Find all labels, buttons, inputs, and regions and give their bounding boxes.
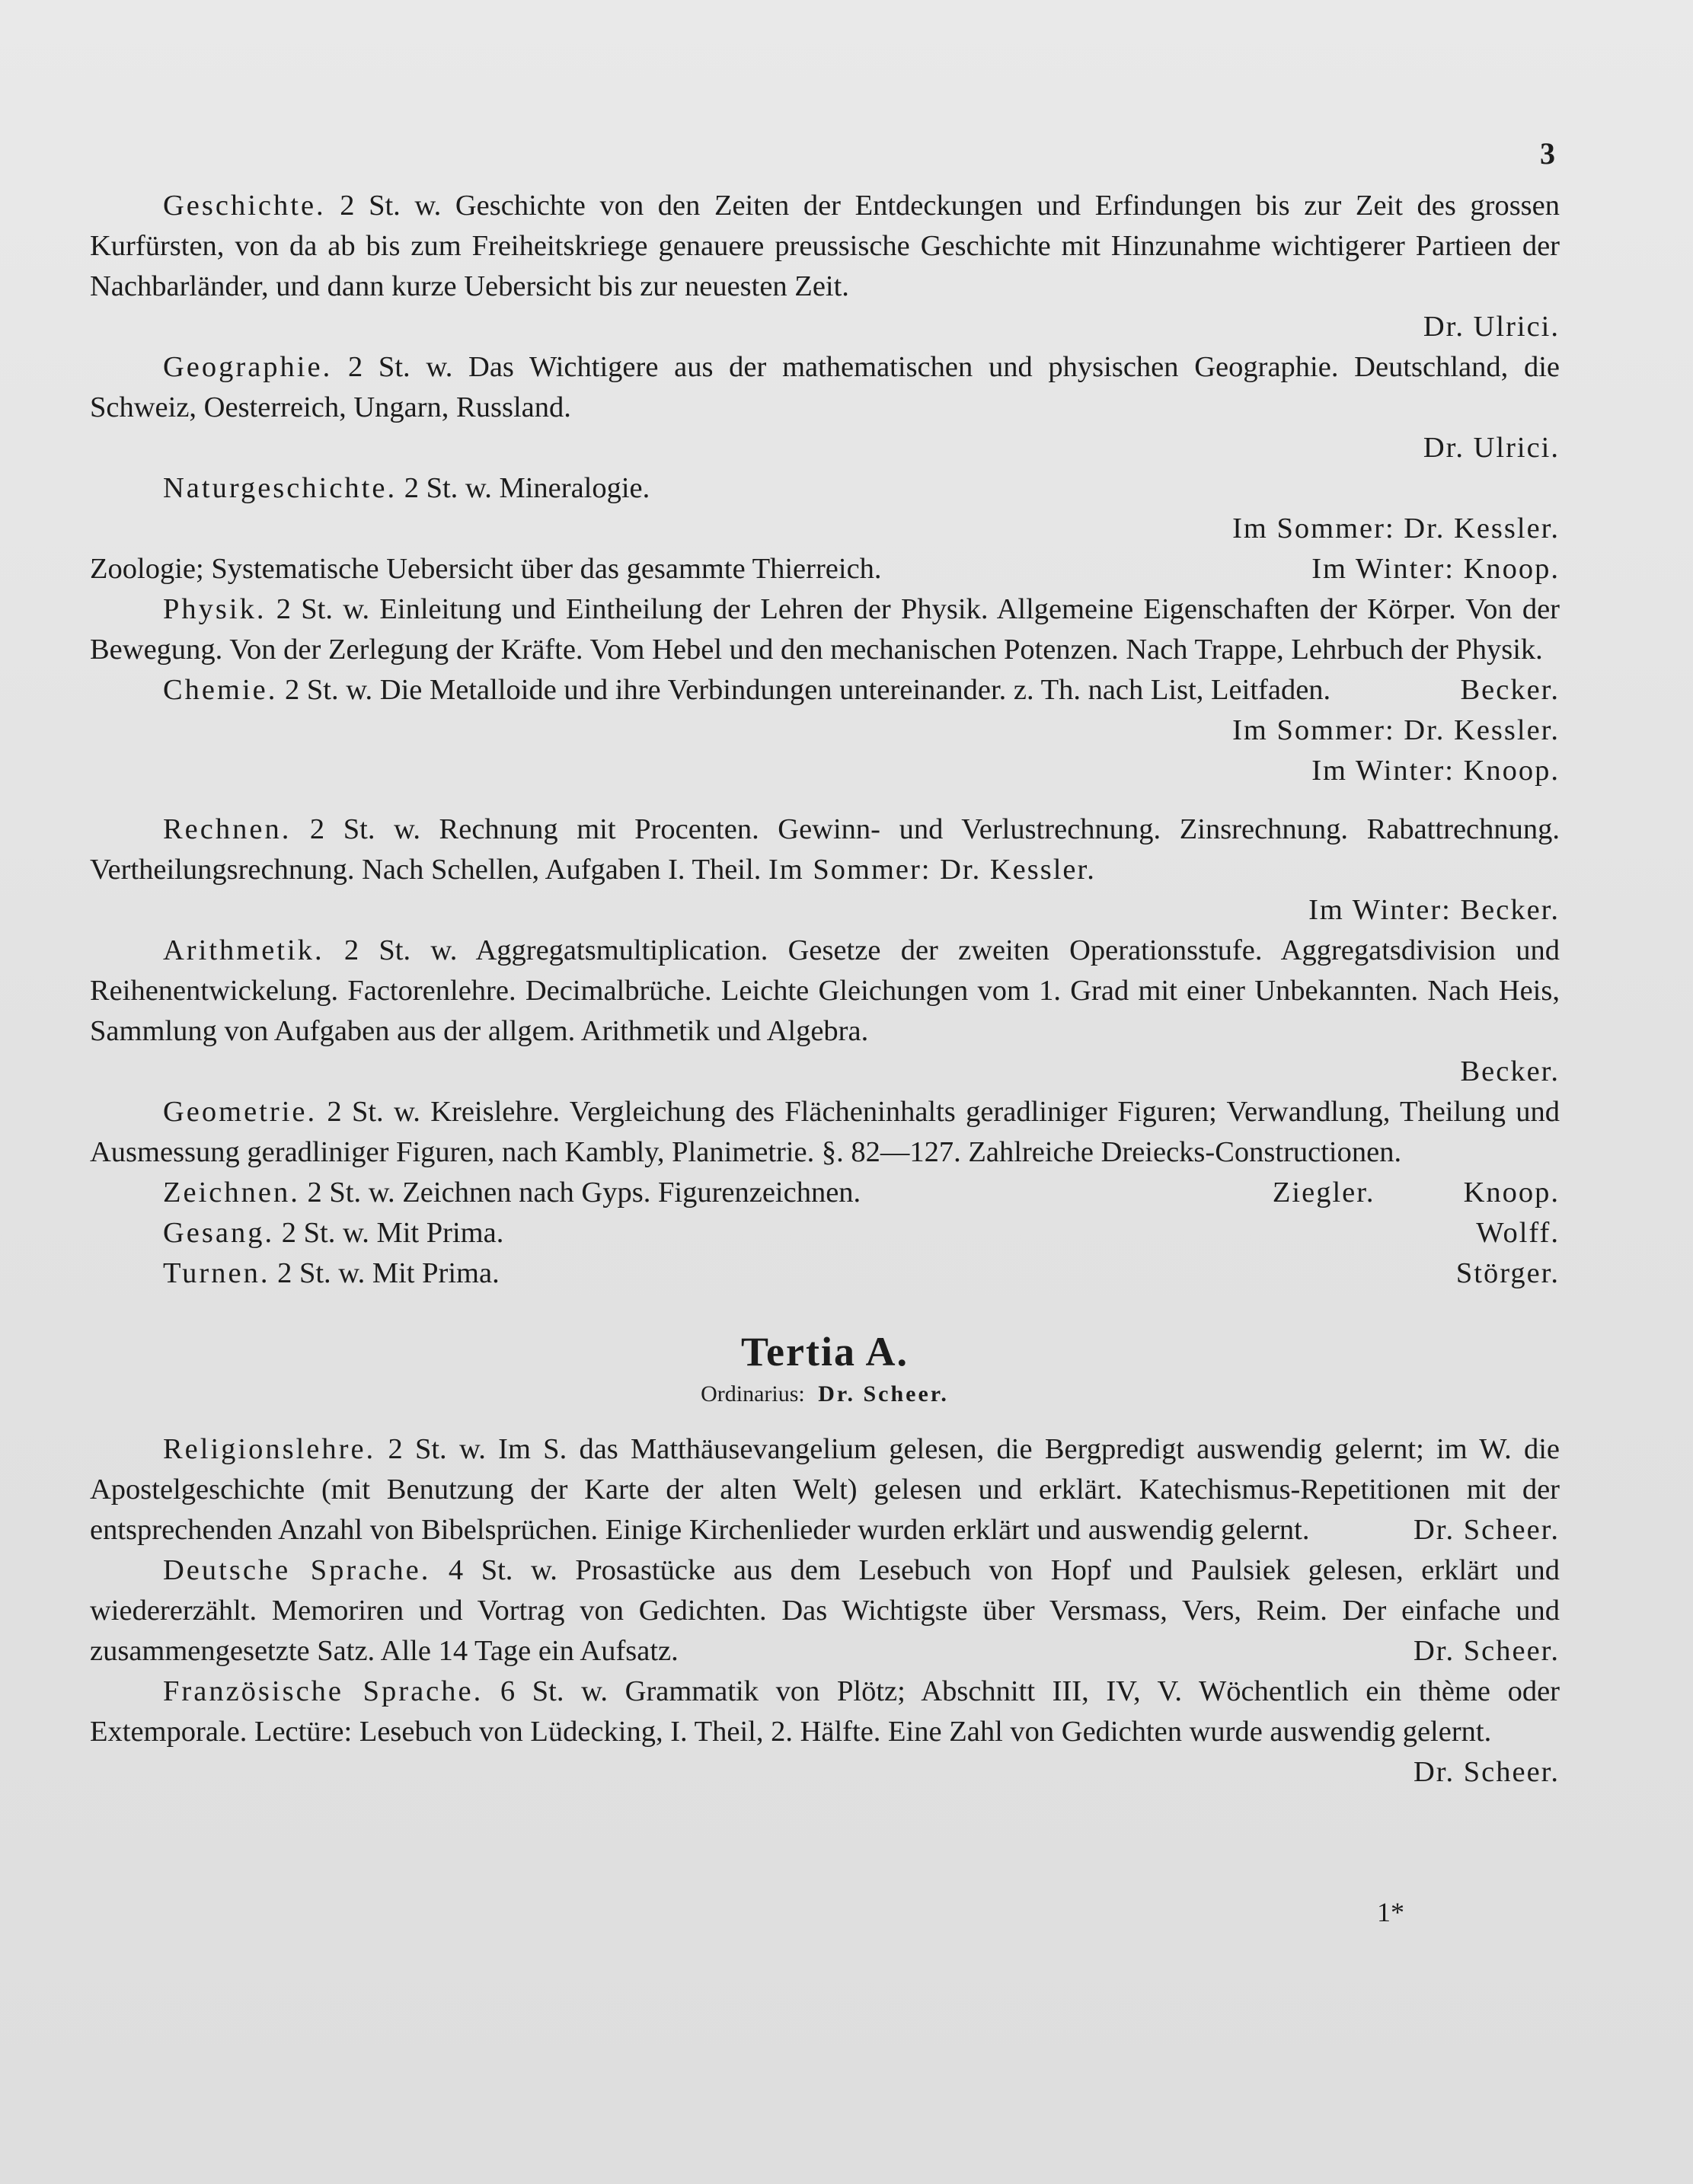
- teacher-name: Becker.: [1460, 1055, 1560, 1087]
- signature-mark: 1*: [1377, 1897, 1404, 1927]
- entry-turnen: [90, 1253, 1560, 1294]
- ordinarius-name: Dr. Scheer.: [818, 1381, 949, 1407]
- subject-heading: Geometrie.: [163, 1096, 318, 1128]
- entry-text: 2 St. w. Kreislehre. Vergleichung des Flächeninhalts geradliniger Figuren; Verwandlung, Theilung und Ausmessung geradliniger Figuren, nach Kambly, Planimetrie. §. 82—127. Zahlreiche Dreiecks-Constructionen.: [90, 1096, 1560, 1168]
- teacher-name: Ziegler.: [1272, 1177, 1375, 1209]
- teacher-winter: Im Winter: Becker.: [1308, 894, 1560, 926]
- entry-text: 2 St. w. Mineralogie.: [404, 472, 650, 504]
- section-title: Tertia A.: [741, 1329, 909, 1375]
- entry-text: 2 St. w. Rechnung mit Procenten. Gewinn- und Verlustrechnung. Zinsrechnung. Rabattrechnung. Vertheilungsrechnung. Nach Schellen, Aufgaben I. Theil.: [90, 813, 1560, 886]
- entry-text: Zoologie; Systematische Uebersicht über das gesammte Thierreich.: [90, 553, 882, 585]
- entry-religionslehre: [90, 1429, 1560, 1550]
- subject-heading: Religionslehre.: [163, 1433, 376, 1465]
- entry-franzoesische-sprache: [90, 1672, 1560, 1793]
- subject-heading: Gesang.: [163, 1217, 275, 1249]
- entry-text: 2 St. w. Das Wichtigere aus der mathematischen und physischen Geographie. Deutschland, die Schweiz, Oesterreich, Ungarn, Russland.: [90, 351, 1560, 423]
- ordinarius-label: Ordinarius:: [701, 1381, 805, 1407]
- teacher-summer: Im Sommer: Dr. Kessler.: [768, 854, 1096, 886]
- subject-heading: Naturgeschichte.: [163, 472, 398, 504]
- teacher-name: Dr. Ulrici.: [1423, 432, 1560, 464]
- entry-text: 2 St. w. Einleitung und Eintheilung der Lehren der Physik. Allgemeine Eigenschaften der Körper. Von der Bewegung. Von der Zerlegung der Kräfte. Vom Hebel und den mechanischen Potenzen. Nach Trappe, Lehrbuch der Physik.: [90, 593, 1560, 666]
- teacher-name: Knoop.: [1463, 1177, 1560, 1209]
- entry-zeichnen: [90, 1173, 1560, 1213]
- entry-deutsche-sprache: [90, 1550, 1560, 1672]
- teacher-name: Becker.: [1460, 674, 1560, 706]
- entry-rechnen: [90, 809, 1560, 931]
- teacher-winter: Im Winter: Knoop.: [1311, 553, 1560, 585]
- page-number: 3: [1540, 136, 1555, 171]
- entry-geographie: [90, 347, 1560, 468]
- entry-text: 2 St. w. Die Metalloide und ihre Verbindungen untereinander. z. Th. nach List, Leitfaden.: [285, 674, 1331, 706]
- entry-text: 2 St. w. Zeichnen nach Gyps. Figurenzeichnen.: [307, 1177, 861, 1209]
- page-body: [90, 186, 1560, 1793]
- entry-chemie: [90, 670, 1560, 791]
- subject-heading: Turnen.: [163, 1257, 270, 1289]
- entry-text: 2 St. w. Aggregatsmultiplication. Gesetze der zweiten Operationsstufe. Aggregatsdivision und Reihenentwickelung. Factorenlehre. Decimalbrüche. Leichte Gleichungen vom 1. Grad mit einer Unbekannten. Nach Heis, Sammlung von Aufgaben aus der allgem. Arithmetik und Algebra.: [90, 934, 1560, 1047]
- ordinarius-line: [90, 1376, 1560, 1413]
- teacher-name: Störger.: [1455, 1257, 1560, 1289]
- subject-heading: Geschichte.: [163, 190, 326, 222]
- spacer: [90, 791, 1560, 809]
- subject-heading: Deutsche Sprache.: [163, 1554, 431, 1586]
- entry-text: 4 St. w. Prosastücke aus dem Lesebuch von Hopf und Paulsiek gelesen, erklärt und wiedererzählt. Memoriren und Vortrag von Gedichten. Das Wichtigste über Versmass, Vers, Reim. Der einfache und zusammengesetzte Satz. Alle 14 Tage ein Aufsatz.: [90, 1554, 1560, 1667]
- teacher-name: Dr. Ulrici.: [1423, 311, 1560, 343]
- teacher-winter: Im Winter: Knoop.: [1311, 755, 1560, 787]
- teacher-summer: Im Sommer: Dr. Kessler.: [1232, 714, 1560, 746]
- subject-heading: Zeichnen.: [163, 1177, 300, 1209]
- entry-text: 2 St. w. Geschichte von den Zeiten der Entdeckungen und Erfindungen bis zur Zeit des grossen Kurfürsten, von da ab bis zum Freiheitskriege genauere preussische Geschichte mit Hinzunahme wichtigerer Partieen der Nachbarländer, und dann kurze Uebersicht bis zur neuesten Zeit.: [90, 190, 1560, 302]
- teacher-summer: Im Sommer: Dr. Kessler.: [1232, 512, 1560, 544]
- teacher-name: Wolff.: [1476, 1217, 1560, 1249]
- entry-naturgeschichte: [90, 468, 1560, 549]
- subject-heading: Rechnen.: [163, 813, 292, 845]
- entry-gesang: [90, 1213, 1560, 1253]
- subject-heading: Arithmetik.: [163, 934, 324, 966]
- entry-arithmetik: [90, 931, 1560, 1092]
- teacher-name: Dr. Scheer.: [1413, 1756, 1560, 1788]
- subject-heading: Physik.: [163, 593, 267, 625]
- subject-heading: Geographie.: [163, 351, 333, 383]
- teacher-name: Dr. Scheer.: [1413, 1514, 1560, 1546]
- subject-heading: Französische Sprache.: [163, 1675, 484, 1707]
- subject-heading: Chemie.: [163, 674, 278, 706]
- entry-text: 6 St. w. Grammatik von Plötz; Abschnitt III, IV, V. Wöchentlich ein thème oder Extemporale. Lectüre: Lesebuch von Lüdecking, I. Theil, 2. Hälfte. Eine Zahl von Gedichten wurde auswendig gelernt.: [90, 1675, 1560, 1748]
- entry-text: 2 St. w. Mit Prima.: [281, 1217, 504, 1249]
- entry-geschichte: [90, 186, 1560, 347]
- teacher-name: Dr. Scheer.: [1413, 1635, 1560, 1667]
- entry-text: 2 St. w. Mit Prima.: [277, 1257, 500, 1289]
- entry-naturgeschichte-cont: [90, 549, 1560, 589]
- entry-text: 2 St. w. Im S. das Matthäusevangelium gelesen, die Bergpredigt auswendig gelernt; im W. die Apostelgeschichte (mit Benutzung der Karte der alten Welt) gelesen und erklärt. Katechismus-Repetitionen mit der entsprechenden Anzahl von Bibelsprüchen. Einige Kirchenlieder wurden erklärt und auswendig gelernt.: [90, 1433, 1560, 1546]
